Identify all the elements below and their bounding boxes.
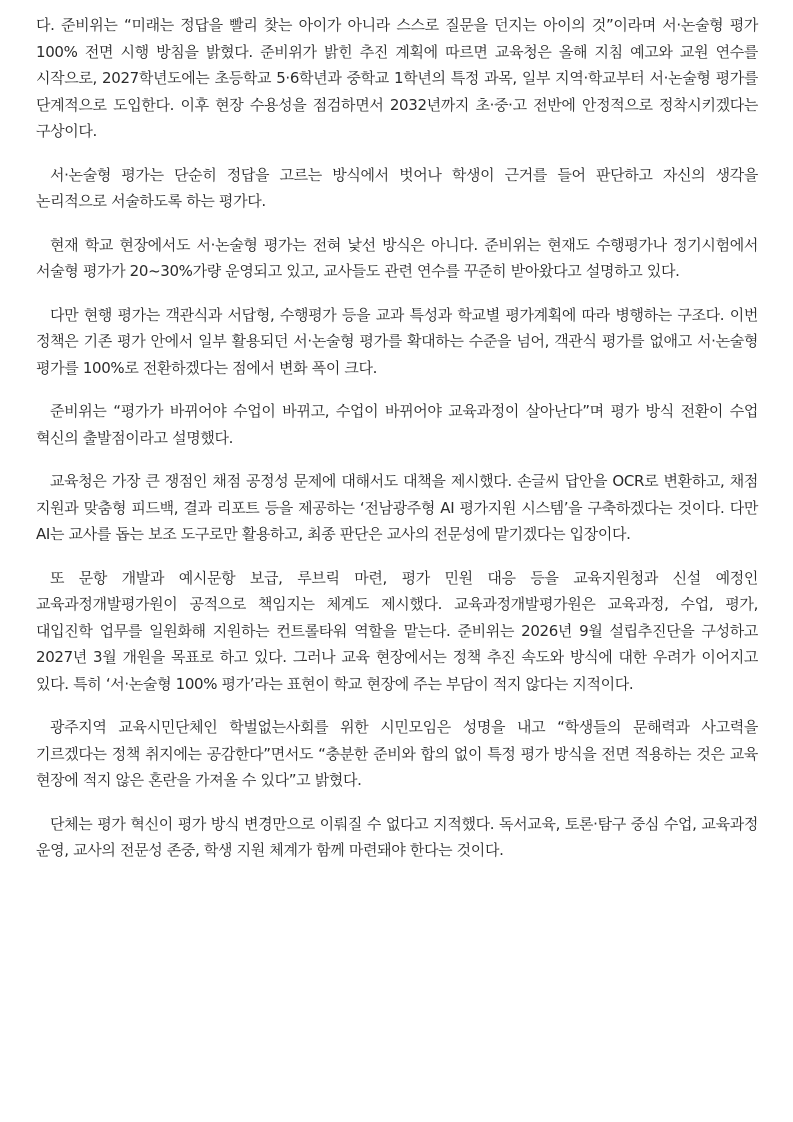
article-paragraph-8: 광주지역 교육시민단체인 학벌없는사회를 위한 시민모임은 성명을 내고 “학생들의 문해력과 사고력을 기르겠다는 정책 취지에는 공감한다”면서도 “충분한 준비와 합의 없이 특정 평가 방식을 전면 적용하는 것은 교육 현장에 적지 않은 혼란을 가져올 수 있다”고 밝혔다.	[36, 718, 758, 789]
article-paragraph-9: 단체는 평가 혁신이 평가 방식 변경만으로 이뤄질 수 없다고 지적했다. 독서교육, 토론·탐구 중심 수업, 교육과정 운영, 교사의 전문성 존중, 학생 지원 체계가 함께 마련돼야 한다는 것이다.	[36, 814, 758, 859]
article-paragraph-6: 교육청은 가장 큰 쟁점인 채점 공정성 문제에 대해서도 대책을 제시했다. 손글씨 답안을 OCR로 변환하고, 채점 지원과 맞춤형 피드백, 결과 리포트 등을 제공하는 ‘전남광주형 AI 평가지원 시스템’을 구축하겠다는 것이다. 다만 AI는 교사를 돕는 보조 도구로만 활용하고, 최종 판단은 교사의 전문성에 맡기겠다는 입장이다.	[36, 472, 758, 543]
article-paragraph-7: 또 문항 개발과 예시문항 보급, 루브릭 마련, 평가 민원 대응 등을 교육지원청과 신설 예정인 교육과정개발평가원이 공적으로 책임지는 체계도 제시했다. 교육과정개발평가원은 교육과정, 수업, 평가, 대입진학 업무를 일원화해 지원하는 컨트롤타워 역할을 맡는다. 준비위는 2026년 9월 설립추진단을 구성하고 2027년 3월 개원을 목표로 하고 있다. 그러나 교육 현장에서는 정책 추진 속도와 방식에 대한 우려가 이어지고 있다. 특히 ‘서·논술형 100% 평가’라는 표현이 학교 현장에 주는 부담이 적지 않다는 지적이다.	[36, 568, 758, 693]
article-paragraph-5: 준비위는 “평가가 바뀌어야 수업이 바뀌고, 수업이 바뀌어야 교육과정이 살아난다”며 평가 방식 전환이 수업 혁신의 출발점이라고 설명했다.	[36, 402, 758, 447]
article-paragraph-2: 서·논술형 평가는 단순히 정답을 고르는 방식에서 벗어나 학생이 근거를 들어 판단하고 자신의 생각을 논리적으로 서술하도록 하는 평가다.	[36, 165, 758, 210]
article-body	[36, 12, 758, 881]
article-paragraph-4: 다만 현행 평가는 객관식과 서답형, 수행평가 등을 교과 특성과 학교별 평가계획에 따라 병행하는 구조다. 이번 정책은 기존 평가 안에서 일부 활용되던 서·논술형 평가를 확대하는 수준을 넘어, 객관식 평가를 없애고 서·논술형 평가를 100%로 전환하겠다는 점에서 변화 폭이 크다.	[36, 305, 758, 377]
article-paragraph-3: 현재 학교 현장에서도 서·논술형 평가는 전혀 낯선 방식은 아니다. 준비위는 현재도 수행평가나 정기시험에서 서술형 평가가 20~30%가량 운영되고 있고, 교사들도 관련 연수를 꾸준히 받아왔다고 설명하고 있다.	[36, 235, 758, 280]
article-paragraph-1: 다. 준비위는 “미래는 정답을 빨리 찾는 아이가 아니라 스스로 질문을 던지는 아이의 것”이라며 서·논술형 평가 100% 전면 시행 방침을 밝혔다. 준비위가 밝힌 추진 계획에 따르면 교육청은 올해 지침 예고와 교원 연수를 시작으로, 2027학년도에는 초등학교 5·6학년과 중학교 1학년의 특정 과목, 일부 지역·학교부터 서·논술형 평가를 단계적으로 도입한다. 이후 현장 수용성을 점검하면서 2032년까지 초·중·고 전반에 안정적으로 정착시키겠다는 구상이다.	[36, 16, 758, 140]
